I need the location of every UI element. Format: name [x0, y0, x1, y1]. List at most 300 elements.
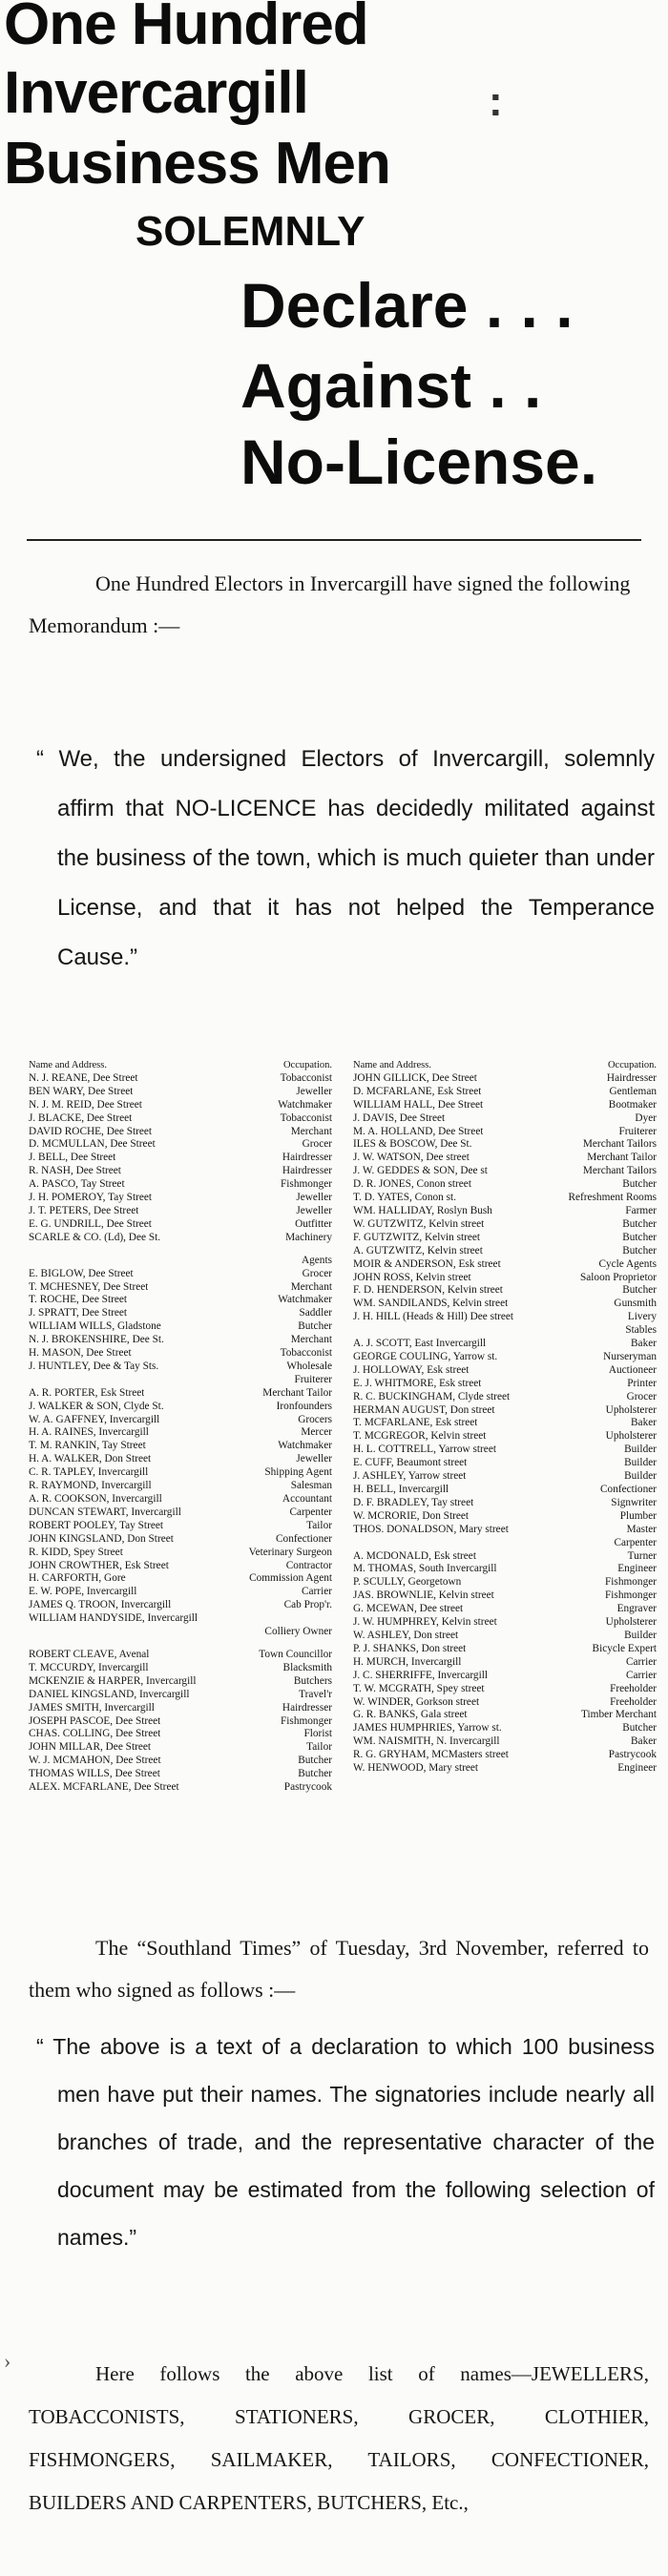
signatory-occupation: Bicycle Expert: [592, 1642, 657, 1654]
signatory-row: [29, 1715, 332, 1729]
headline-solemnly: SOLEMNLY: [136, 208, 365, 255]
signatory-row: [353, 1603, 657, 1616]
signatory-occupation: Tobacconist: [280, 1071, 332, 1084]
signatory-row: [29, 1205, 332, 1218]
signatory-occupation: Gunsmith: [614, 1298, 657, 1310]
signatory-row: [353, 1589, 657, 1603]
signatory-name: H. A. WALKER, Don Street: [29, 1453, 152, 1465]
signatory-occupation: Hairdresser: [606, 1071, 657, 1084]
signatory-name: WM. NAISMITH, N. Invercargill: [353, 1735, 500, 1748]
signatory-occupation: Colliery Owner: [264, 1626, 332, 1638]
signatory-name: GEORGE COULING, Yarrow st.: [353, 1350, 498, 1362]
signatory-row: [29, 1086, 332, 1099]
signatory-name: ALEX. MCFARLANE, Dee Street: [29, 1781, 179, 1794]
signatory-name: A. J. SCOTT, East Invercargill: [353, 1338, 487, 1350]
signatory-name: T. MCGREGOR, Kelvin street: [353, 1430, 487, 1443]
signatory-occupation: Saddler: [299, 1307, 332, 1319]
signatory-row: [353, 1178, 657, 1192]
signatory-name: N. J. M. REID, Dee Street: [29, 1098, 142, 1111]
signatory-row: [353, 1457, 657, 1470]
signatory-name: D. MCFARLANE, Esk Street: [353, 1085, 482, 1097]
signatory-occupation: Tobacconist: [280, 1111, 332, 1124]
signatory-name: H. MURCH, Invercargill: [353, 1655, 462, 1668]
trades-list-paragraph: Here follows the above list of names—JEWELLERS, TOBACCONISTS, STATIONERS, GROCER, CLOTHIER, FISHMONGERS, SAILMAKER, TAILORS, CONFECTIONER, BUILDERS AND CARPENTERS, BUTCHERS, Etc.,: [29, 2362, 649, 2514]
signatory-name: SCARLE & CO. (Ld), Dee St.: [29, 1231, 161, 1243]
signatory-row: [29, 1560, 332, 1573]
signatories-left-column: [29, 1059, 332, 1795]
quote-text: “ The above is a text of a declaration to which 100 business men have put their names. The signatories include nearly all branches of trade, and the representative character of the document may be estimated from the following selection of names.”: [36, 2034, 655, 2250]
signatory-row: [353, 1205, 657, 1218]
signatory-row: [29, 1294, 332, 1307]
signatory-occupation: Wholesale: [286, 1360, 332, 1372]
signatory-occupation: Timber Merchant: [581, 1709, 657, 1721]
signatory-name: W. ASHLEY, Don street: [353, 1629, 459, 1641]
signatory-name: THOMAS WILLS, Dee Street: [29, 1768, 160, 1780]
signatory-occupation: Butcher: [298, 1768, 332, 1780]
signatory-name: E. J. WHITMORE, Esk street: [353, 1377, 482, 1389]
signatory-name: D. MCMULLAN, Dee Street: [29, 1138, 156, 1151]
signatory-occupation: Tailor: [306, 1741, 332, 1754]
signatory-name: G. R. BANKS, Gala street: [353, 1709, 468, 1721]
signatory-occupation: Merchant: [290, 1125, 332, 1137]
signatory-name: P. SCULLY, Georgetown: [353, 1576, 462, 1589]
signatory-name: J. T. PETERS, Dee Street: [29, 1204, 139, 1216]
signatory-occupation: Tailor: [306, 1519, 332, 1531]
headline-business-men: Business Men: [4, 131, 390, 197]
signatory-occupation: Merchant Tailors: [582, 1165, 657, 1177]
signatory-name: JAMES HUMPHRIES, Yarrow st.: [353, 1722, 502, 1735]
signatory-row: [353, 1152, 657, 1165]
signatory-name: A. GUTZWITZ, Kelvin street: [353, 1244, 483, 1257]
signatory-name: H. BELL, Invercargill: [353, 1484, 449, 1495]
signatory-occupation: Builder: [624, 1629, 657, 1641]
intro-paragraph: One Hundred Electors in Invercargill have signed the following Memorandum :—: [29, 571, 631, 637]
signatory-occupation: Outfitter: [295, 1217, 332, 1230]
signatory-name: A. R. PORTER, Esk Street: [29, 1386, 145, 1399]
signatory-occupation: Fruiterer: [618, 1125, 657, 1137]
signatory-name: A. R. COOKSON, Invercargill: [29, 1493, 162, 1505]
signatory-occupation: Cab Prop'r.: [283, 1599, 332, 1611]
column-header: [29, 1059, 332, 1072]
headline-against: Against . .: [240, 350, 542, 421]
signatory-row: [353, 1086, 657, 1099]
signatory-name: T. MCFARLANE, Esk street: [353, 1417, 478, 1429]
signatory-row: [353, 1563, 657, 1576]
signatory-name: JOSEPH PASCOE, Dee Street: [29, 1714, 161, 1727]
signatory-occupation: Freeholder: [610, 1682, 657, 1694]
signatory-row: [353, 1258, 657, 1272]
signatory-row: [29, 1401, 332, 1414]
signatory-row: [29, 1138, 332, 1152]
signatory-name: R. G. GRYHAM, MCMasters street: [353, 1749, 509, 1761]
signatory-row: [29, 1586, 332, 1599]
signatory-name: J. HOLLOWAY, Esk street: [353, 1363, 470, 1376]
signatory-row: [29, 1072, 332, 1086]
signatory-row: [353, 1284, 657, 1298]
signatory-occupation: Freeholder: [610, 1695, 657, 1708]
signatory-name: JOHN GILLICK, Dee Street: [353, 1071, 477, 1084]
signatory-name: D. R. JONES, Conon street: [353, 1178, 471, 1191]
signatory-name: G. MCEWAN, Dee street: [353, 1603, 464, 1615]
signatory-occupation: Mercer: [301, 1426, 332, 1439]
signatory-name: T. D. YATES, Conon st.: [353, 1192, 456, 1204]
signatory-occupation: Agents: [301, 1254, 332, 1266]
signatory-occupation: Nurseryman: [603, 1350, 657, 1362]
signatory-name: ROBERT CLEAVE, Avenal: [29, 1648, 150, 1660]
signatory-occupation: Pastrycook: [283, 1781, 332, 1794]
signatory-occupation: Jeweller: [296, 1192, 332, 1204]
signatory-row: [29, 1232, 332, 1245]
signatory-occupation: Commission Agent: [249, 1572, 332, 1585]
headline-speck-mark: :: [489, 78, 503, 125]
signatory-row: [353, 1165, 657, 1178]
signatory-row: [29, 1112, 332, 1126]
signatory-row: [29, 1255, 332, 1268]
signatory-occupation: Baker: [631, 1735, 657, 1748]
signatory-row: [29, 1466, 332, 1480]
signatory-row: [353, 1735, 657, 1749]
signatory-name: J. C. SHERRIFFE, Invercargill: [353, 1669, 489, 1681]
signatory-row: [353, 1417, 657, 1430]
signatory-name: JOHN CROWTHER, Esk Street: [29, 1559, 169, 1571]
signatory-name: MCKENZIE & HARPER, Invercargill: [29, 1674, 197, 1687]
signatory-name: W. WINDER, Gorkson street: [353, 1695, 480, 1708]
signatory-row: [29, 1099, 332, 1112]
signatory-row: [353, 1497, 657, 1510]
signatory-occupation: Farmer: [625, 1204, 657, 1216]
signatory-row: [29, 1599, 332, 1612]
signatory-occupation: Carpenter: [289, 1506, 332, 1518]
signatory-name: F. D. HENDERSON, Kelvin street: [353, 1284, 503, 1297]
signatory-occupation: Merchant Tailors: [582, 1138, 657, 1151]
signatory-occupation: Confectioner: [276, 1532, 332, 1545]
signatory-row: [353, 1696, 657, 1710]
signatory-row: [29, 1178, 332, 1192]
signatory-occupation: Ironfounders: [276, 1400, 332, 1412]
signatory-occupation: Merchant: [290, 1334, 332, 1346]
column-header: [353, 1059, 657, 1072]
signatory-occupation: Gentleman: [609, 1085, 657, 1097]
signatory-row: [29, 1165, 332, 1178]
signatory-row: [353, 1484, 657, 1497]
signatory-occupation: Contractor: [285, 1559, 332, 1571]
signatory-row: [353, 1709, 657, 1722]
signatory-row: [29, 1533, 332, 1547]
signatory-name: J. DAVIS, Dee Street: [353, 1111, 446, 1124]
signatory-row: [29, 1702, 332, 1715]
signatory-name: R. RAYMOND, Invercargill: [29, 1480, 152, 1492]
signatory-row: [29, 1334, 332, 1347]
signatory-name: H. CARFORTH, Gore: [29, 1572, 126, 1585]
signatory-name: J. H. POMEROY, Tay Street: [29, 1192, 153, 1204]
signatory-row: [29, 1572, 332, 1586]
signatory-name: J. HUNTLEY, Dee & Tay Sts.: [29, 1360, 159, 1372]
signatory-occupation: Town Councillor: [259, 1648, 332, 1660]
signatory-name: T. MCCURDY, Invercargill: [29, 1661, 149, 1673]
headline-one-hundred: One Hundred: [4, 0, 368, 57]
signatory-name: HERMAN AUGUST, Don street: [353, 1403, 495, 1416]
signatory-name: T. M. RANKIN, Tay Street: [29, 1440, 146, 1452]
signatory-occupation: Fishmonger: [281, 1714, 332, 1727]
signatory-name: T. MCHESNEY, Dee Street: [29, 1280, 149, 1293]
signatory-row: [353, 1324, 657, 1338]
signatory-row: [29, 1307, 332, 1320]
signatory-name: W. J. MCMAHON, Dee Street: [29, 1755, 161, 1767]
signatory-row: [29, 1453, 332, 1466]
signatory-name: D. F. BRADLEY, Tay street: [353, 1496, 474, 1508]
signatory-row: [29, 1506, 332, 1520]
signatory-name: N. J. BROKENSHIRE, Dee St.: [29, 1334, 164, 1346]
headline-declare: Declare . . .: [240, 270, 574, 341]
signatory-name: MOIR & ANDERSON, Esk street: [353, 1257, 501, 1270]
signatory-occupation: Accountant: [282, 1493, 332, 1505]
signatory-occupation: Upholsterer: [605, 1616, 657, 1629]
signatory-row: [29, 1662, 332, 1675]
signatory-occupation: Bootmaker: [608, 1098, 657, 1111]
signatory-occupation: Carpenter: [614, 1536, 657, 1548]
signatory-name: M. THOMAS, South Invercargill: [353, 1563, 497, 1575]
signatories-right-column: [353, 1059, 657, 1776]
signatory-name: N. J. REANE, Dee Street: [29, 1071, 138, 1084]
signatory-row: [353, 1722, 657, 1735]
signatory-name: CHAS. COLLING, Dee Street: [29, 1728, 161, 1740]
signatory-occupation: Upholsterer: [605, 1403, 657, 1416]
signatory-row: [353, 1762, 657, 1776]
signatory-row: [353, 1643, 657, 1656]
occupation-header: Occupation.: [607, 1060, 657, 1070]
signatory-row: [29, 1626, 332, 1639]
signatory-name: E. W. POPE, Invercargill: [29, 1586, 137, 1598]
signatory-name: A. PASCO, Tay Street: [29, 1178, 125, 1191]
signatory-occupation: Carrier: [626, 1669, 657, 1681]
signatory-row: [353, 1126, 657, 1139]
signatory-name: JAS. BROWNLIE, Kelvin street: [353, 1589, 494, 1602]
signatory-occupation: Hairdresser: [282, 1701, 332, 1714]
signatory-name: JOHN KINGSLAND, Don Street: [29, 1532, 174, 1545]
signatory-occupation: Salesman: [290, 1480, 332, 1492]
signatory-row: [353, 1112, 657, 1126]
signatory-row: [29, 1361, 332, 1374]
signatory-row: [353, 1364, 657, 1378]
signatory-occupation: Turner: [627, 1549, 657, 1562]
signatory-occupation: Cycle Agents: [598, 1257, 657, 1270]
signatory-name: H. A. RAINES, Invercargill: [29, 1426, 149, 1439]
signatory-name: DUNCAN STEWART, Invercargill: [29, 1506, 181, 1518]
signatory-row: [29, 1493, 332, 1506]
signatory-row: [353, 1378, 657, 1391]
signatory-row: [353, 1630, 657, 1643]
signatory-row: [29, 1728, 332, 1741]
signatory-row: [29, 1612, 332, 1626]
signatory-name: WM. SANDILANDS, Kelvin street: [353, 1298, 509, 1310]
signatory-occupation: Builder: [624, 1457, 657, 1469]
signatory-occupation: Tobacconist: [280, 1347, 332, 1360]
signatory-occupation: Baker: [631, 1417, 657, 1429]
signatory-name: JAMES Q. TROON, Invercargill: [29, 1599, 172, 1611]
signatory-name: J. W. WATSON, Dee street: [353, 1152, 470, 1164]
margin-speck-mark: ›: [4, 2349, 11, 2373]
signatory-name: W. HENWOOD, Mary street: [353, 1762, 479, 1775]
southland-times-paragraph: The “Southland Times” of Tuesday, 3rd November, referred to them who signed as follows :—: [29, 1936, 649, 2002]
signatory-occupation: Engraver: [616, 1603, 657, 1615]
signatory-occupation: Signwriter: [611, 1496, 657, 1508]
signatory-row: [29, 1781, 332, 1795]
signatory-occupation: Watchmaker: [278, 1440, 332, 1452]
signatory-occupation: [326, 1612, 332, 1626]
signatory-row: [353, 1232, 657, 1245]
signatory-name: F. GUTZWITZ, Kelvin street: [353, 1231, 481, 1243]
signatory-name: W. A. GAFFNEY, Invercargill: [29, 1413, 160, 1425]
signatory-row: [353, 1391, 657, 1404]
signatory-name: E. G. UNDRILL, Dee Street: [29, 1217, 152, 1230]
signatory-row: [29, 1520, 332, 1533]
signatory-occupation: Jeweller: [296, 1085, 332, 1097]
signatory-occupation: Butcher: [622, 1722, 657, 1735]
signatory-row: [29, 1426, 332, 1440]
signatories-list: [29, 1059, 657, 1794]
signatory-name: H. MASON, Dee Street: [29, 1347, 132, 1360]
signatory-occupation: Grocer: [302, 1138, 332, 1151]
signatory-occupation: Butcher: [622, 1284, 657, 1297]
signatory-occupation: Saloon Proprietor: [579, 1271, 657, 1283]
signatory-name: J. BLACKE, Dee Street: [29, 1111, 133, 1124]
signatory-row: [353, 1576, 657, 1589]
signatory-occupation: Butcher: [298, 1755, 332, 1767]
signatory-name: R. C. BUCKINGHAM, Clyde street: [353, 1390, 511, 1402]
signatory-row: [353, 1298, 657, 1311]
signatory-name: M. A. HOLLAND, Dee Street: [353, 1125, 484, 1137]
signatory-occupation: Watchmaker: [278, 1294, 332, 1306]
signatory-occupation: Pastrycook: [608, 1749, 657, 1761]
headline-no-license: No-License.: [240, 426, 598, 497]
signatory-row: [29, 1675, 332, 1689]
signatory-occupation: Butcher: [622, 1231, 657, 1243]
southland-times-quote: [36, 2023, 655, 2261]
signatory-row: [353, 1656, 657, 1670]
signatory-occupation: Machinery: [285, 1231, 332, 1243]
signatory-name: T. ROCHE, Dee Street: [29, 1294, 128, 1306]
signatory-name: C. R. TAPLEY, Invercargill: [29, 1466, 149, 1479]
signatory-row: [353, 1524, 657, 1537]
signatory-row: [29, 1755, 332, 1768]
signatory-name: J. H. HILL (Heads & Hill) Dee street: [353, 1311, 514, 1323]
signatory-row: [353, 1404, 657, 1418]
signatory-row: [353, 1510, 657, 1524]
signatory-name: P. J. SHANKS, Don street: [353, 1642, 467, 1654]
signatory-name: A. MCDONALD, Esk street: [353, 1549, 476, 1562]
signatory-name: DANIEL KINGSLAND, Invercargill: [29, 1688, 190, 1700]
signatory-occupation: Grocers: [298, 1413, 332, 1425]
signatory-row: [353, 1272, 657, 1285]
signatory-name: BEN WARY, Dee Street: [29, 1085, 134, 1097]
signatory-name: J. WALKER & SON, Clyde St.: [29, 1400, 164, 1412]
signatory-occupation: Master: [626, 1523, 657, 1535]
signatory-occupation: Livery: [627, 1311, 657, 1323]
signatory-row: [353, 1072, 657, 1086]
signatory-row: [353, 1192, 657, 1205]
signatory-row: [29, 1347, 332, 1361]
signatory-name: WM. HALLIDAY, Roslyn Bush: [353, 1204, 492, 1216]
signatory-row: [29, 1374, 332, 1387]
signatory-occupation: Shipping Agent: [264, 1466, 332, 1479]
signatory-occupation: Upholsterer: [605, 1430, 657, 1443]
signatory-occupation: Engineer: [617, 1563, 657, 1575]
signatory-name: J. SPRATT, Dee Street: [29, 1307, 128, 1319]
signatory-row: [29, 1689, 332, 1702]
signatory-name: WILLIAM HALL, Dee Street: [353, 1098, 484, 1111]
signatory-occupation: Grocer: [302, 1267, 332, 1279]
signatory-row: [353, 1311, 657, 1324]
signatory-row: [353, 1099, 657, 1112]
signatory-occupation: Carrier: [626, 1655, 657, 1668]
signatory-occupation: Florist: [303, 1728, 332, 1740]
signatory-row: [29, 1440, 332, 1453]
signatory-row: [29, 1547, 332, 1560]
signatory-occupation: Dyer: [635, 1111, 657, 1124]
signatory-row: [29, 1414, 332, 1427]
signatory-name: T. W. MCGRATH, Spey street: [353, 1682, 485, 1694]
signatory-occupation: Plumber: [619, 1509, 657, 1522]
signatory-occupation: Jeweller: [296, 1204, 332, 1216]
signatory-occupation: Auctioneer: [608, 1363, 657, 1376]
signatory-name: R. KIDD, Spey Street: [29, 1546, 123, 1558]
signatory-name: J. W. HUMPHREY, Kelvin street: [353, 1616, 497, 1629]
signatory-occupation: Builder: [624, 1444, 657, 1456]
signatory-name: DAVID ROCHE, Dee Street: [29, 1125, 153, 1137]
signatory-occupation: Grocer: [626, 1390, 657, 1402]
signatory-occupation: Travel'r: [299, 1688, 332, 1700]
signatory-row: [353, 1550, 657, 1564]
signatory-row: [353, 1616, 657, 1630]
signatory-row: [353, 1670, 657, 1683]
memorandum-quote: [36, 735, 655, 983]
signatory-occupation: Blacksmith: [282, 1661, 332, 1673]
name-address-header: Name and Address.: [353, 1060, 431, 1070]
signatory-row: [29, 1281, 332, 1295]
signatory-name: JOHN ROSS, Kelvin street: [353, 1271, 471, 1283]
signatory-row: [29, 1126, 332, 1139]
signatory-name: WILLIAM WILLS, Gladstone: [29, 1320, 161, 1333]
signatory-occupation: Butcher: [298, 1320, 332, 1333]
signatory-row: [353, 1749, 657, 1762]
divider-rule: [27, 539, 641, 541]
signatory-row: [353, 1444, 657, 1457]
signatory-name: JAMES SMITH, Invercargill: [29, 1701, 155, 1714]
signatory-row: [353, 1683, 657, 1696]
signatory-occupation: Engineer: [617, 1762, 657, 1775]
signatory-occupation: Watchmaker: [278, 1098, 332, 1111]
signatory-name: JOHN MILLAR, Dee Street: [29, 1741, 152, 1754]
signatory-occupation: Baker: [631, 1338, 657, 1350]
signatory-name: W. GUTZWITZ, Kelvin street: [353, 1217, 485, 1230]
signatory-name: THOS. DONALDSON, Mary street: [353, 1523, 509, 1535]
signatory-row: [29, 1387, 332, 1401]
signatory-name: E. CUFF, Beaumont street: [353, 1457, 468, 1469]
memorandum-text: “ We, the undersigned Electors of Invercargill, solemnly affirm that NO-LICENCE has decidedly militated against the business of the town, which is much quieter than under License, and that it has not helped the Temperance Cause.”: [36, 746, 655, 970]
signatory-occupation: Refreshment Rooms: [568, 1192, 657, 1204]
signatory-occupation: Printer: [627, 1377, 657, 1389]
signatory-occupation: Hairdresser: [282, 1152, 332, 1164]
signatory-occupation: Butcher: [622, 1178, 657, 1191]
signatory-row: [29, 1152, 332, 1165]
signatory-occupation: Merchant: [290, 1280, 332, 1293]
signatory-occupation: Carrier: [302, 1586, 332, 1598]
signatory-name: ROBERT POOLEY, Tay Street: [29, 1519, 164, 1531]
signatory-row: [29, 1480, 332, 1493]
signatory-name: W. MCRORIE, Don Street: [353, 1509, 470, 1522]
signatory-name: J. W. GEDDES & SON, Dee st: [353, 1165, 488, 1177]
headline-invercargill: Invercargill: [4, 60, 308, 126]
